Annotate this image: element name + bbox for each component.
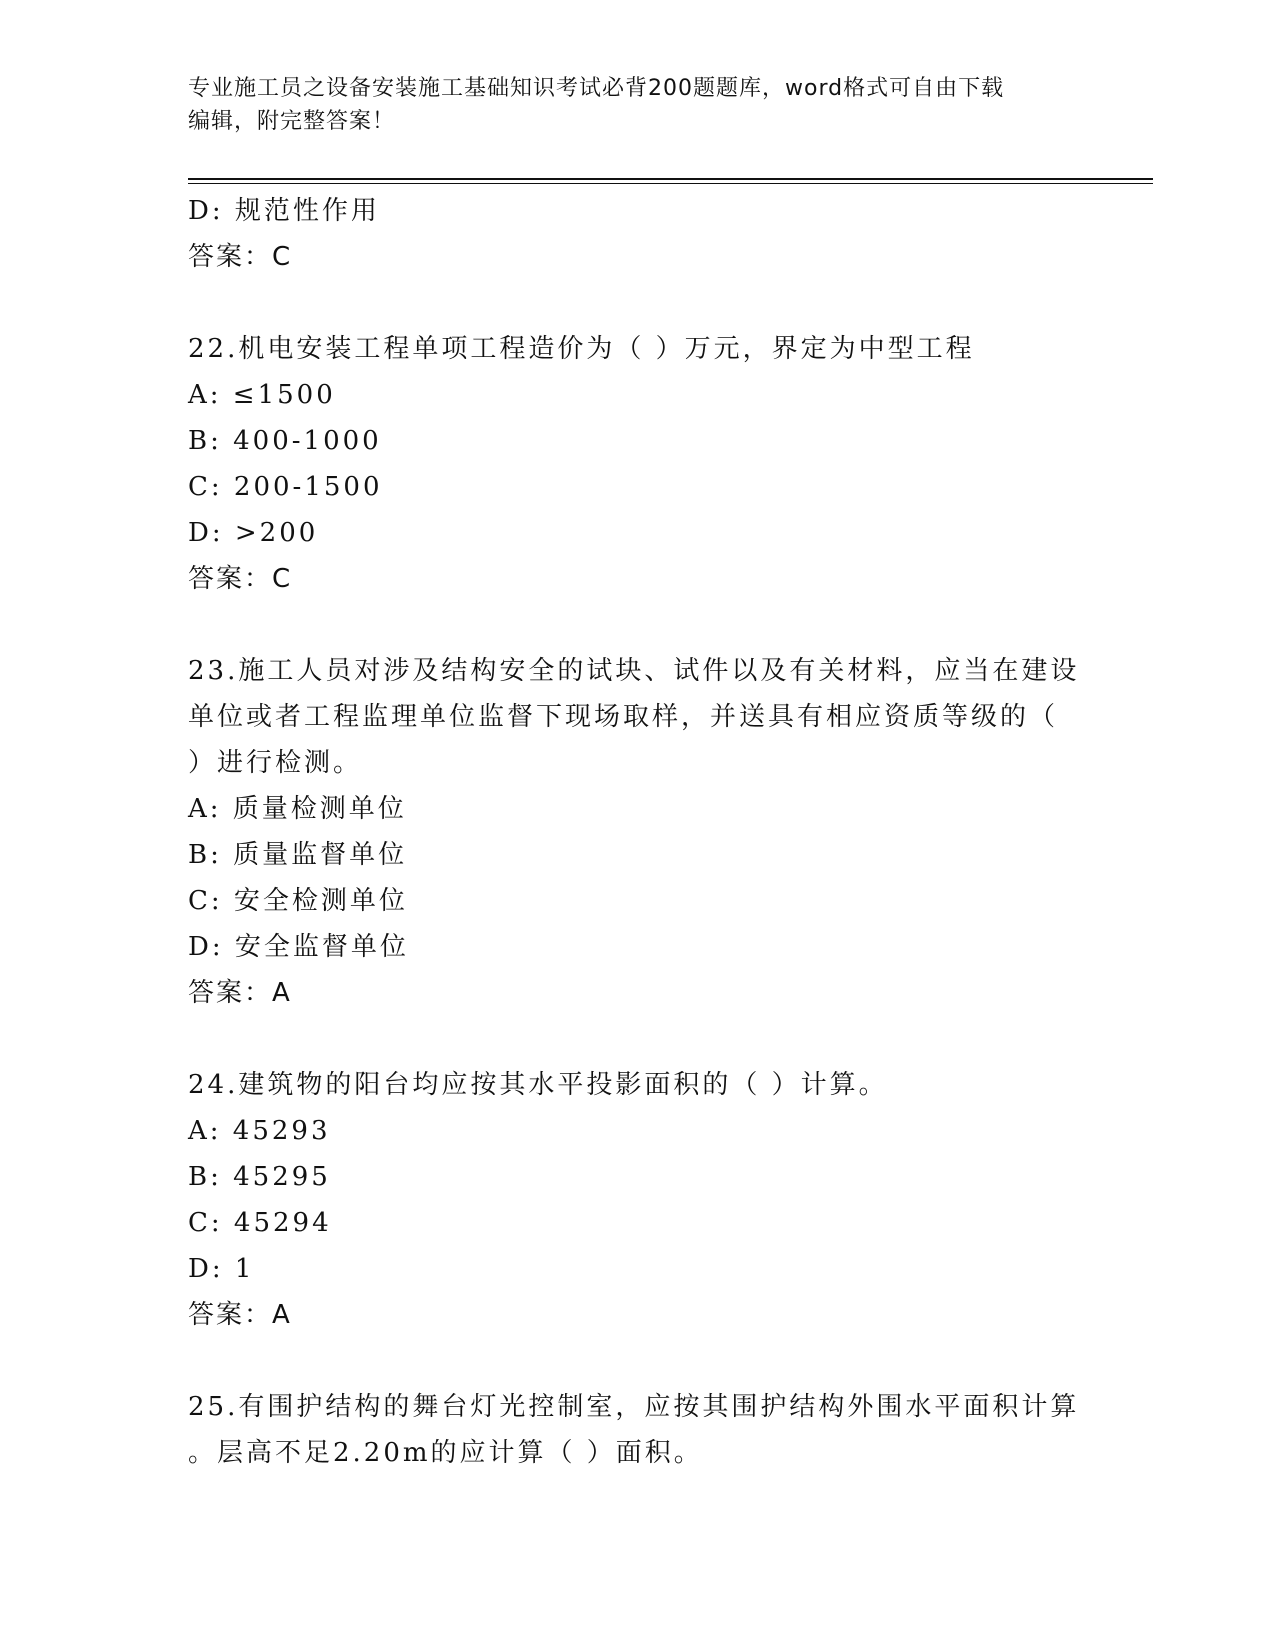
option-d: D: 1 — [188, 1254, 255, 1284]
question-25 — [188, 1384, 1088, 1476]
question-22 — [188, 326, 1088, 602]
option-c: C: 45294 — [188, 1208, 332, 1238]
option-c: C: 200-1500 — [188, 472, 383, 502]
question-text-line-1: 23.施工人员对涉及结构安全的试块、试件以及有关材料，应当在建设 — [188, 656, 1080, 686]
spacer — [188, 280, 1088, 326]
option-a: A: 45293 — [188, 1116, 331, 1146]
header-title-line-1: 专业施工员之设备安装施工基础知识考试必背200题题库，word格式可自由下载 — [188, 76, 1005, 101]
question-text: 24.建筑物的阳台均应按其水平投影面积的（ ）计算。 — [188, 1070, 888, 1100]
document-body — [188, 188, 1088, 1476]
answer-line: 答案：A — [188, 978, 292, 1008]
header-title-line-2: 编辑，附完整答案！ — [188, 109, 396, 134]
question-21-tail — [188, 188, 1088, 280]
option-b: B: 400-1000 — [188, 426, 382, 456]
option-d: D: 安全监督单位 — [188, 932, 409, 962]
option-b: B: 质量监督单位 — [188, 840, 408, 870]
header-divider-thick — [188, 178, 1153, 180]
answer-line: 答案：C — [188, 242, 293, 272]
question-text-line-3: ）进行检测。 — [188, 748, 363, 778]
question-text-line-2: 单位或者工程监理单位监督下现场取样，并送具有相应资质等级的（ — [188, 702, 1059, 732]
answer-line: 答案：C — [188, 564, 293, 594]
document-header — [188, 72, 1088, 138]
question-text-line-1: 25.有围护结构的舞台灯光控制室，应按其围护结构外围水平面积计算 — [188, 1392, 1080, 1422]
question-text-line-2: 。层高不足2.20m的应计算（ ）面积。 — [188, 1438, 703, 1468]
spacer — [188, 1016, 1088, 1062]
option-a: A: ≤1500 — [188, 380, 336, 410]
question-24 — [188, 1062, 1088, 1338]
question-text: 22.机电安装工程单项工程造价为（ ）万元，界定为中型工程 — [188, 334, 975, 364]
spacer — [188, 1338, 1088, 1384]
option-d: D: 规范性作用 — [188, 196, 380, 226]
question-23 — [188, 648, 1088, 1016]
spacer — [188, 602, 1088, 648]
option-d: D: >200 — [188, 518, 319, 548]
option-a: A: 质量检测单位 — [188, 794, 407, 824]
option-b: B: 45295 — [188, 1162, 331, 1192]
option-c: C: 安全检测单位 — [188, 886, 408, 916]
header-divider-thin — [188, 183, 1153, 184]
answer-line: 答案：A — [188, 1300, 292, 1330]
